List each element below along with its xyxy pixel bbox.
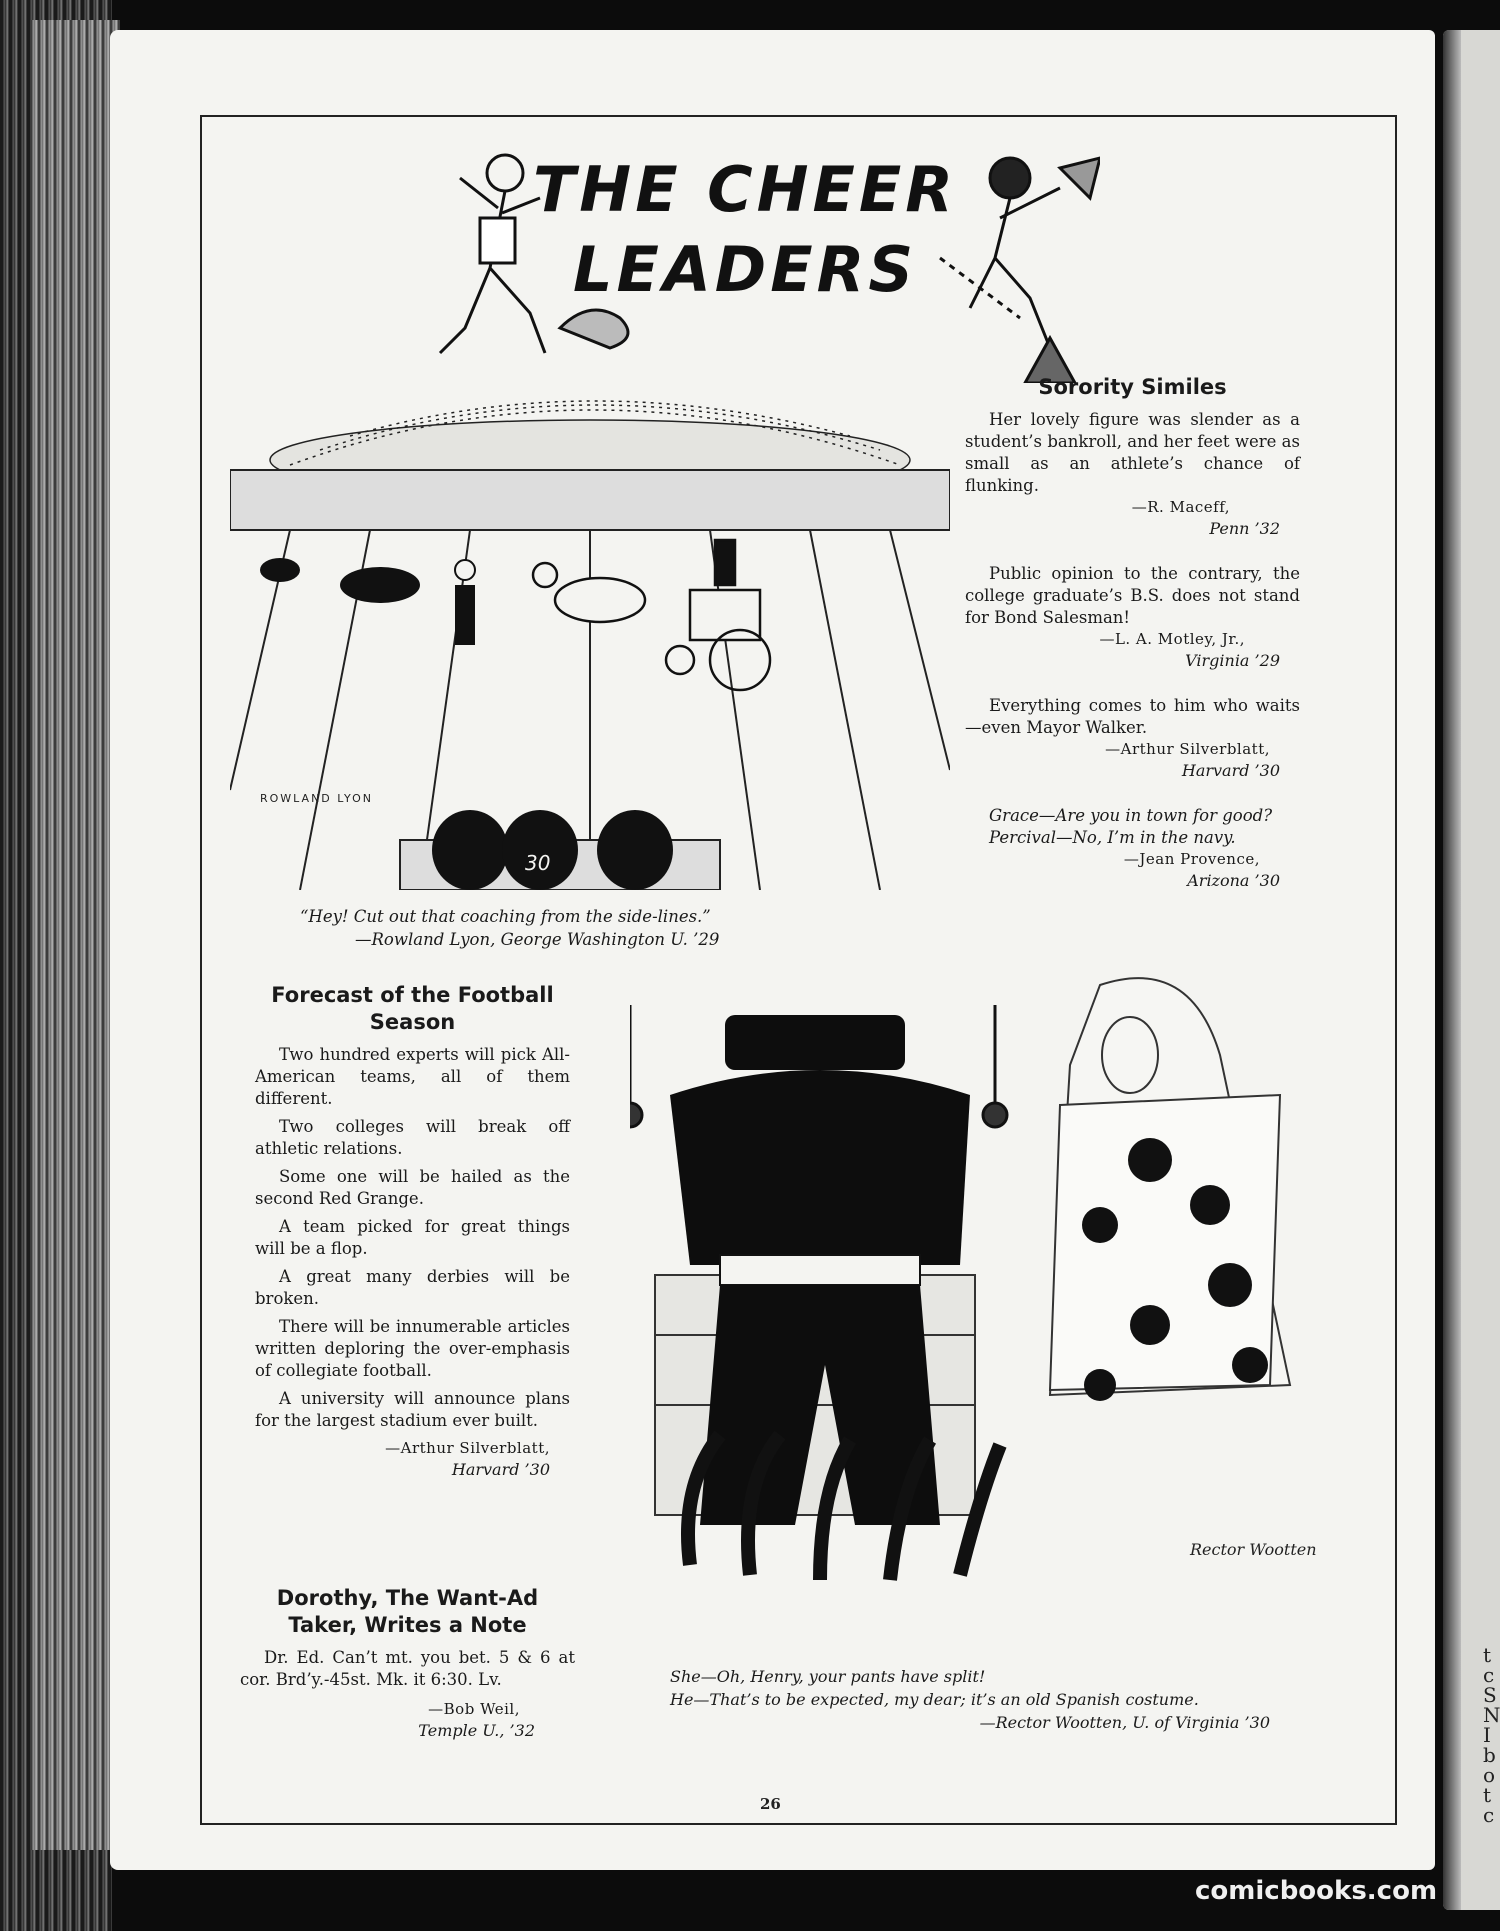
forecast-author: —Arthur Silverblatt, <box>385 1439 550 1457</box>
facing-page-gutter <box>1443 30 1461 1910</box>
facing-page <box>1443 30 1500 1910</box>
cartoon1-caption-byline: —Rowland Lyon, George Washington U. ’29 <box>355 930 720 949</box>
cartoon2-caption-line1: She—Oh, Henry, your pants have split! <box>670 1667 986 1686</box>
sorority-similes <box>965 374 1300 891</box>
simile-3-school: Harvard ’30 <box>1181 761 1280 780</box>
dorothy-author: —Bob Weil, <box>428 1700 520 1718</box>
cartoon2-caption <box>660 1665 1270 1734</box>
simile-4-school: Arizona ’30 <box>1187 871 1280 890</box>
simile-1-text: Her lovely figure was slender as a student’s bankroll, and her feet were as small as an athlete’s chance of flunking. <box>965 410 1300 495</box>
cartoon2-caption-byline: —Rector Wootten, U. of Virginia ’30 <box>979 1713 1270 1732</box>
forecast-item: A great many derbies will be broken. <box>255 1267 570 1308</box>
players <box>260 558 475 645</box>
simile-3-text: Everything comes to him who waits—even Mayor Walker. <box>965 696 1300 737</box>
dorothy-school: Temple U., ’32 <box>418 1721 535 1740</box>
forecast-title: Forecast of the Football Season <box>271 983 554 1034</box>
forecast-item: Two hundred experts will pick All-American teams, all of them different. <box>255 1045 570 1108</box>
cartoon1-caption-quote: “Hey! Cut out that coaching from the side-lines.” <box>300 907 711 926</box>
cartoon1-caption <box>300 905 860 951</box>
simile-3-author: —Arthur Silverblatt, <box>1105 740 1270 758</box>
cartoon-football-sidelines <box>230 370 950 890</box>
cartoon2-signature: Rector Wootten <box>1190 1540 1317 1559</box>
jersey-number: 30 <box>525 851 551 875</box>
sorority-title: Sorority Similes <box>1038 375 1227 399</box>
dorothy-note <box>240 1585 575 1741</box>
simile-2-text: Public opinion to the contrary, the college graduate’s B.S. does not stand for Bond Salesman! <box>965 564 1300 627</box>
watermark: comicbooks.com <box>1195 1876 1438 1906</box>
woman-figure <box>1050 978 1290 1395</box>
page-number: 26 <box>760 1795 781 1813</box>
forecast-item: A team picked for great things will be a flop. <box>255 1217 570 1258</box>
cartoon-spanish-costume <box>630 965 1330 1600</box>
simile-4-author: —Jean Provence, <box>1123 850 1260 868</box>
simile-1-school: Penn ’32 <box>1209 519 1280 538</box>
bench-players <box>400 810 720 890</box>
dorothy-text: Dr. Ed. Can’t mt. you bet. 5 & 6 at cor. Brd’y.-45st. Mk. it 6:30. Lv. <box>240 1648 575 1689</box>
forecast-item: Some one will be hailed as the second Red Grange. <box>255 1167 570 1208</box>
simile-1-author: —R. Maceff, <box>1131 498 1230 516</box>
forecast-item: There will be innumerable articles written deploring the over-emphasis of collegiate football. <box>255 1317 570 1380</box>
page-heading: THE CHEER LEADERS <box>533 153 957 306</box>
forecast-item: A university will announce plans for the largest stadium ever built. <box>255 1389 570 1430</box>
forecast-article <box>255 982 570 1480</box>
facing-page-text: t c S N I b o t c <box>1483 1643 1500 1827</box>
book-page-edges <box>30 20 120 1850</box>
cartoon1-signature: ROWLAND LYON <box>260 792 373 805</box>
dorothy-title: Dorothy, The Want-Ad Taker, Writes a Note <box>276 1586 539 1637</box>
simile-2-author: —L. A. Motley, Jr., <box>1099 630 1245 648</box>
simile-2-school: Virginia ’29 <box>1185 651 1280 670</box>
horse-carriage <box>533 540 770 690</box>
forecast-school: Harvard ’30 <box>451 1460 550 1479</box>
cartoon2-caption-line2: He—That’s to be expected, my dear; it’s an old Spanish costume. <box>670 1690 1199 1709</box>
simile-4-line1: Grace—Are you in town for good? <box>989 806 1273 825</box>
simile-4-line2: Percival—No, I’m in the navy. <box>989 828 1236 847</box>
forecast-item: Two colleges will break off athletic relations. <box>255 1117 570 1158</box>
